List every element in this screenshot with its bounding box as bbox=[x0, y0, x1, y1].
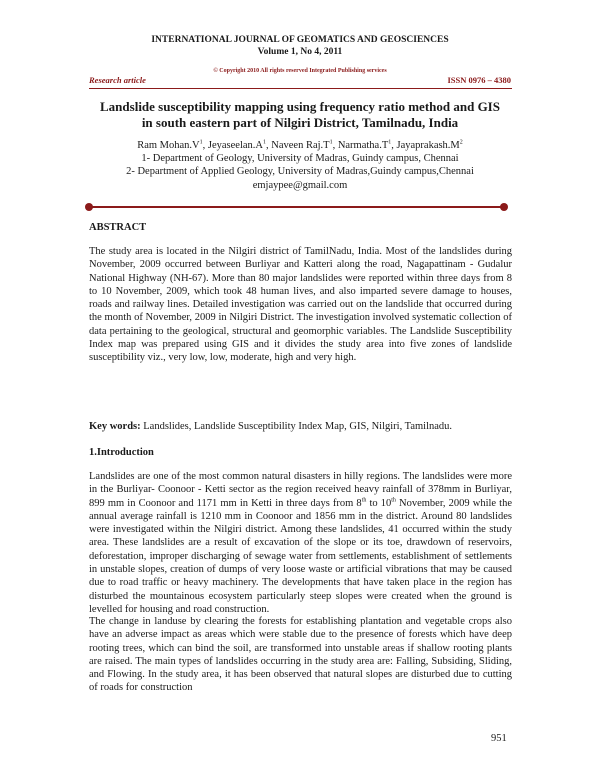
issn: ISSN 0976 – 4380 bbox=[447, 75, 511, 85]
affiliation-2: 2- Department of Applied Geology, University of Madras,Guindy campus,Chennai bbox=[126, 166, 474, 178]
affiliation-1: 1- Department of Geology, University of Madras, Guindy campus, Chennai bbox=[141, 153, 459, 165]
header-divider bbox=[89, 88, 512, 89]
paper-title bbox=[60, 99, 540, 131]
author-1-affiliation: 1 bbox=[199, 139, 203, 146]
author-3-affiliation: 1 bbox=[329, 139, 333, 146]
introduction-heading: 1.Introduction bbox=[89, 447, 154, 458]
author-email[interactable]: emjaypee@gmail.com bbox=[252, 179, 348, 191]
author-list: Ram $Mohan.V^1$, $Jeyaseelan.A^1$, Naveen $Raj.T^1$, $Narmatha.T^1$, $Jayaprakash.M^2$ bbox=[137, 139, 463, 151]
author-5: Jayaprakash.M bbox=[396, 140, 460, 151]
author-2: Jeyaseelan.A bbox=[207, 140, 263, 151]
author-5-affiliation: 2 bbox=[459, 139, 463, 146]
abstract-heading: ABSTRACT bbox=[89, 222, 147, 233]
author-block bbox=[60, 139, 540, 192]
keywords-label: Key words: bbox=[89, 421, 141, 432]
author-2-affiliation: 1 bbox=[263, 139, 266, 146]
author-4-affiliation: 1 bbox=[388, 139, 392, 146]
section-divider bbox=[89, 206, 503, 208]
rule-end-dot bbox=[500, 203, 508, 211]
keywords-text: Landslides, Landslide Susceptibility Index Map, GIS, Nilgiri, Tamilnadu. bbox=[143, 421, 453, 432]
title-line-2: in south eastern part of Nilgiri District, Tamilnadu, India bbox=[141, 115, 459, 130]
journal-name: INTERNATIONAL JOURNAL OF GEOMATICS AND GEOSCIENCES bbox=[151, 35, 449, 45]
introduction-paragraph-2: The change in landuse by clearing the forests for establishing plantation and vegetable crops also have an adverse impact as areas which were stable due to the presence of forests which have deep rooting trees, which can bind the soil, are transformed into unstable areas if shallow rooting plants are raised. The main types of landslides occurring in the study area are: Falling, Subsiding, Sliding, and Flowing. In the study area, it has been observed that natural slopes are disturbed due to cutting of roads for construction bbox=[89, 616, 512, 694]
author-4: Narmatha.T bbox=[337, 140, 389, 151]
keywords bbox=[89, 421, 512, 432]
article-type: Research article bbox=[89, 75, 146, 85]
author-3: Naveen Raj.T bbox=[271, 140, 330, 151]
journal-volume: Volume 1, No 4, 2011 bbox=[257, 47, 343, 57]
introduction-paragraph-1: Landslides are one of the most common natural disasters in hilly regions. The landslides were more in the Burliyar- Coonoor - Ketti sector as the region received heavy rainfall of 378mm in Burliyar, 899 mm in Coonoor and 1171 mm in Ketti in three days from 8th to 10th November, 2009 while the annual average rainfall is 1210 mm in Coonoor and 1856 mm in the district. Around 80 landslides were investigated within the Nilgiri district. Among these landslides, 41 occurred within the study area. These landslides are a result of excavation of the slope or its toe, drawdown of reservoirs, deforestation, improper discharging of sewage water from settlements, establishment of settlements in unstable slopes, creation of dumps of very loose waste or artificial vibrations that may be caused due to road traffic or heavy machinery. The developments that have taken place in the region has disturbed the mountainous ecosystem particularly steep slopes were created when the ground is levelled for housing and road construction. bbox=[89, 471, 512, 615]
copyright-notice: © Copyright 2010 All rights reserved Integrated Publishing services bbox=[213, 68, 387, 74]
author-1: Ram Mohan.V bbox=[137, 140, 200, 151]
abstract-text: The study area is located in the Nilgiri district of TamilNadu, India. Most of the landslides during November, 2009 occurred between Burliyar and Katteri along the road, Nagapattinam - Gudalur National Highway (NH-67). More than 80 major landslides were reported within three days from 8 to 10 November, 2009, which took 48 human lives, and also imparted severe damage to houses, roads and railway lines. Detailed investigation was carried out on the landslide that occurred during the month of November, 2009 in Nilgiri District. The investigation involved systematic collection of data pertaining to the geological, structural and geomorphic variables. The Landslide Susceptibility Index map was prepared using GIS and it divides the study area into five zones of landslide susceptibility viz., very low, low, moderate, high and very high. bbox=[89, 246, 512, 364]
page-number: 951 bbox=[491, 733, 507, 744]
title-line-1: Landslide susceptibility mapping using frequency ratio method and GIS bbox=[100, 99, 500, 114]
